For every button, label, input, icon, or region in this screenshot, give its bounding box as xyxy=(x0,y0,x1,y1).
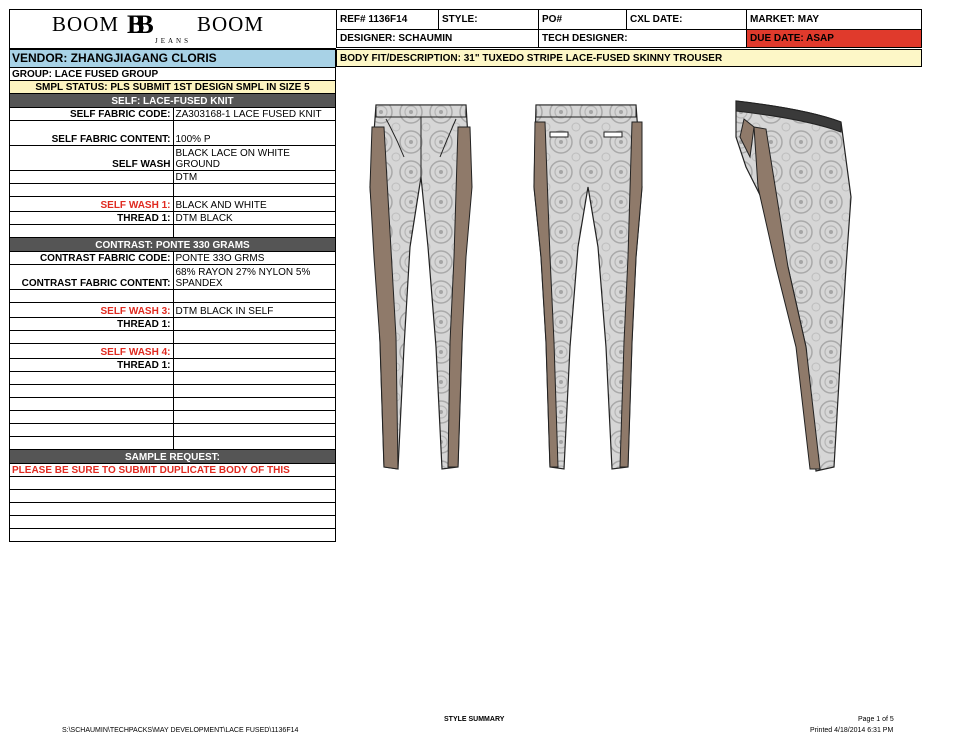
style-field: STYLE: xyxy=(439,10,539,30)
empty-cell xyxy=(173,344,336,359)
empty-cell xyxy=(10,424,174,437)
empty-cell xyxy=(10,372,174,385)
body-fit-description: BODY FIT/DESCRIPTION: 31" TUXEDO STRIPE LACE-FUSED SKINNY TROUSER xyxy=(336,49,922,67)
cxl-date-field: CXL DATE: xyxy=(627,10,747,30)
self-wash-line2: GROUND xyxy=(175,159,220,170)
empty-cell xyxy=(10,529,336,542)
empty-cell xyxy=(173,290,336,303)
empty-cell xyxy=(173,331,336,344)
ref-number: REF# 1136F14 xyxy=(337,10,439,30)
contrast-fabric-content-label: CONTRAST FABRIC CONTENT: xyxy=(10,265,174,290)
footer-printed-date: Printed 4/18/2014 6:31 PM xyxy=(810,727,894,734)
empty-cell xyxy=(10,331,174,344)
empty-cell xyxy=(10,516,336,529)
empty-cell xyxy=(10,225,174,238)
empty-cell xyxy=(10,385,174,398)
self-wash1-label: SELF WASH 1: xyxy=(10,197,174,212)
thread1-label: THREAD 1: xyxy=(10,212,174,225)
contrast-content-line2: SPANDEX xyxy=(175,278,223,289)
brand-logo xyxy=(9,9,336,49)
logo-word-left: BOOM xyxy=(52,12,120,36)
self-wash-line3: DTM xyxy=(173,171,336,184)
self-fabric-content-label: SELF FABRIC CONTENT: xyxy=(10,121,174,146)
empty-cell xyxy=(10,477,336,490)
self-section-header: SELF: LACE-FUSED KNIT xyxy=(10,94,336,108)
empty-cell xyxy=(173,398,336,411)
logo-subtitle: JEANS xyxy=(154,37,191,45)
empty-cell xyxy=(10,398,174,411)
contrast-fabric-code-label: CONTRAST FABRIC CODE: xyxy=(10,252,174,265)
logo-monogram: BB xyxy=(127,10,146,39)
logo-word-right: BOOM xyxy=(197,12,265,36)
self-wash-value xyxy=(173,146,336,171)
footer-page-number: Page 1 of 5 xyxy=(858,716,894,723)
sample-request-note: PLEASE BE SURE TO SUBMIT DUPLICATE BODY OF THIS xyxy=(10,464,336,477)
self-wash1-value: BLACK AND WHITE xyxy=(173,197,336,212)
footer-title: STYLE SUMMARY xyxy=(444,716,505,723)
sample-status: SMPL STATUS: PLS SUBMIT 1ST DESIGN SMPL IN SIZE 5 xyxy=(10,81,336,94)
empty-cell xyxy=(173,318,336,331)
back-view-sketch xyxy=(534,105,642,469)
contrast-fabric-code: PONTE 33O GRMS xyxy=(173,252,336,265)
empty-cell xyxy=(10,290,174,303)
thread1b-label: THREAD 1: xyxy=(10,318,174,331)
self-wash4-label: SELF WASH 4: xyxy=(10,344,174,359)
self-wash3-label: SELF WASH 3: xyxy=(10,303,174,318)
empty-cell xyxy=(10,184,174,197)
po-field: PO# xyxy=(539,10,627,30)
empty-cell xyxy=(10,171,174,184)
contrast-fabric-content xyxy=(173,265,336,290)
empty-cell xyxy=(10,490,336,503)
designer-field: DESIGNER: SCHAUMIN xyxy=(337,30,539,48)
empty-cell xyxy=(10,437,174,450)
group-name: GROUP: LACE FUSED GROUP xyxy=(10,68,336,81)
contrast-content-line1: 68% RAYON 27% NYLON 5% xyxy=(175,267,311,278)
self-fabric-code-label: SELF FABRIC CODE: xyxy=(10,108,174,121)
front-view-sketch xyxy=(370,105,472,469)
empty-cell xyxy=(173,184,336,197)
self-wash-line1: BLACK LACE ON WHITE xyxy=(175,148,290,159)
spec-table xyxy=(9,49,336,542)
due-date-field: DUE DATE: ASAP xyxy=(747,30,922,48)
vendor-name: VENDOR: ZHANGJIAGANG CLORIS xyxy=(10,50,336,68)
header-table xyxy=(336,9,922,48)
empty-cell xyxy=(10,503,336,516)
side-view-sketch xyxy=(736,101,851,471)
tech-designer-field: TECH DESIGNER: xyxy=(539,30,747,48)
empty-cell xyxy=(173,372,336,385)
empty-cell xyxy=(173,424,336,437)
empty-cell xyxy=(173,225,336,238)
empty-cell xyxy=(173,437,336,450)
contrast-section-header: CONTRAST: PONTE 330 GRAMS xyxy=(10,238,336,252)
self-wash-label: SELF WASH xyxy=(10,146,174,171)
self-wash3-value: DTM BLACK IN SELF xyxy=(173,303,336,318)
empty-cell xyxy=(173,359,336,372)
thread1c-label: THREAD 1: xyxy=(10,359,174,372)
market-field: MARKET: MAY xyxy=(747,10,922,30)
garment-sketches xyxy=(336,67,922,517)
empty-cell xyxy=(173,411,336,424)
self-fabric-content: 100% P xyxy=(173,121,336,146)
empty-cell xyxy=(10,411,174,424)
footer-file-path: S:\SCHAUMIN\TECHPACKS\MAY DEVELOPMENT\LACE FUSED\1136F14 xyxy=(62,727,299,734)
sample-request-header: SAMPLE REQUEST: xyxy=(10,450,336,464)
self-fabric-code: ZA303168-1 LACE FUSED KNIT xyxy=(173,108,336,121)
thread1-value: DTM BLACK xyxy=(173,212,336,225)
empty-cell xyxy=(173,385,336,398)
